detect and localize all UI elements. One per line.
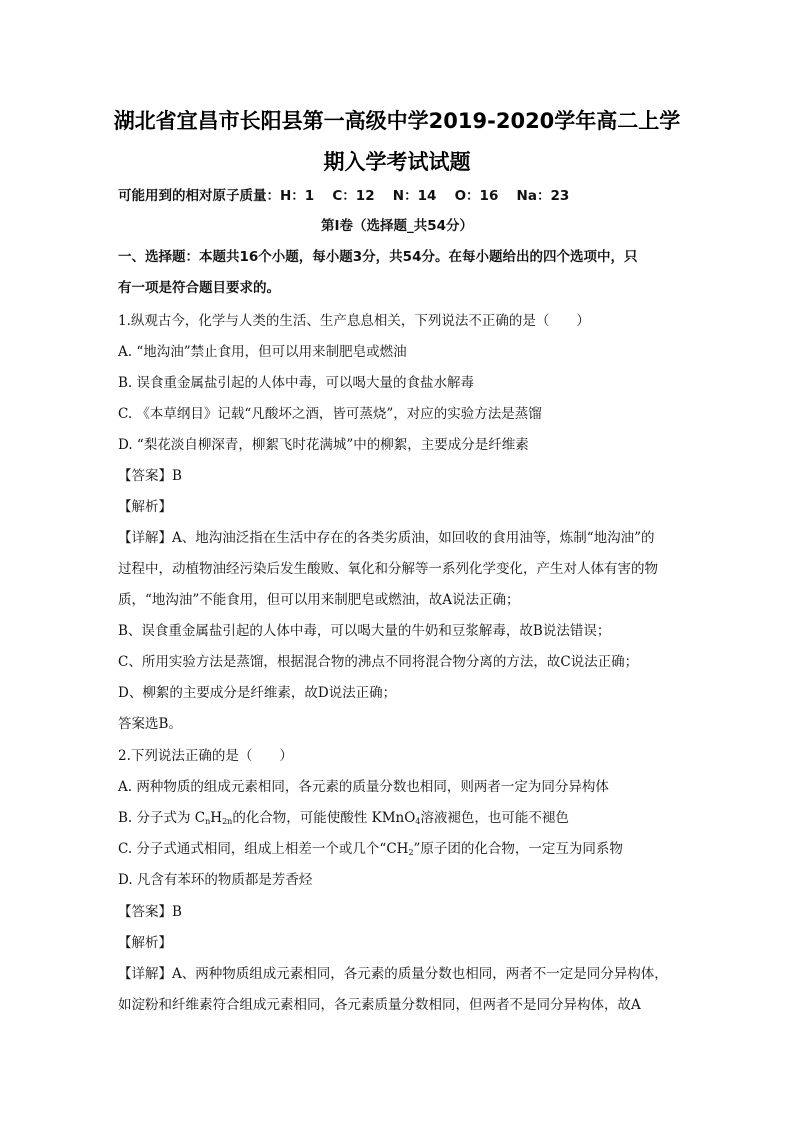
q2-option-b-text: 的化合物，可能使酸性 KMnO — [232, 810, 416, 826]
q1-option-a: A. “地沟油”禁止食用，但可以用来制肥皂或燃油 — [118, 344, 407, 360]
q2-analysis-line: 如淀粉和纤维素符合组成元素相同，各元素质量分数相同，但两者不是同分异构体，故A — [118, 997, 641, 1013]
q1-option-c: C. 《本草纲目》记载“凡酸坏之酒，皆可蒸烧”，对应的实验方法是蒸馏 — [118, 406, 542, 422]
q1-stem: 1.纵观古今，化学与人类的生活、生产息息相关，下列说法不正确的是（ ） — [118, 313, 590, 329]
subscript: 2n — [222, 817, 233, 826]
q2-option-c-text: C. 分子式通式相同，组成上相差一个或几个“CH — [118, 841, 409, 857]
q1-analysis-line: 过程中，动植物油经污染后发生酸败、氧化和分解等一系列化学变化，产生对人体有害的物 — [118, 561, 658, 577]
q2-stem: 2.下列说法正确的是（ ） — [118, 748, 293, 764]
document-title-line-2: 期入学考试试题 — [323, 150, 471, 174]
q2-option-b-text: B. 分子式为 C — [118, 810, 206, 826]
subscript: n — [205, 817, 211, 826]
instructions-line-2: 有一项是符合题目要求的。 — [118, 280, 280, 296]
q1-option-d: D. “梨花淡自柳深青，柳絮飞时花满城”中的柳絮，主要成分是纤维素 — [118, 437, 529, 453]
q2-option-b — [118, 809, 678, 831]
q2-option-a: A. 两种物质的组成元素相同，各元素的质量分数也相同，则两者一定为同分异构体 — [118, 779, 609, 795]
q1-analysis-line: 【详解】A、地沟油泛指在生活中存在的各类劣质油，如回收的食用油等，炼制“地沟油”的 — [118, 530, 655, 546]
q1-option-b: B. 误食重金属盐引起的人体中毒，可以喝大量的食盐水解毒 — [118, 375, 475, 391]
q1-answer: 【答案】B — [118, 468, 182, 484]
q1-answer-summary: 答案选B。 — [118, 716, 182, 732]
q1-analysis-line: C、所用实验方法是蒸馏，根据混合物的沸点不同将混合物分离的方法，故C说法正确； — [118, 654, 639, 670]
q2-option-c — [118, 840, 678, 862]
q2-option-d: D. 凡含有苯环的物质都是芳香烃 — [118, 872, 313, 888]
q1-analysis-line: 质，“地沟油”不能食用，但可以用来制肥皂或燃油，故A说法正确； — [118, 592, 520, 608]
q1-analysis-line: B、误食重金属盐引起的人体中毒，可以喝大量的牛奶和豆浆解毒，故B说法错误； — [118, 623, 611, 639]
instructions-line-1: 一、选择题：本题共16个小题，每小题3分，共54分。在每小题给出的四个选项中，只 — [118, 249, 638, 265]
q2-answer: 【答案】B — [118, 904, 182, 920]
q2-analysis-line: 【详解】A、两种物质组成元素相同，各元素的质量分数也相同，两者不一定是同分异构体， — [118, 966, 668, 982]
subscript: 2 — [408, 848, 414, 857]
q2-option-c-text: ”原子团的化合物，一定互为同系物 — [413, 841, 623, 857]
document-title-line-1: 湖北省宜昌市长阳县第一高级中学2019-2020学年高二上学 — [113, 109, 681, 133]
q2-option-b-text: 溶液褪色，也可能不褪色 — [420, 810, 569, 826]
q1-analysis-label: 【解析】 — [118, 499, 172, 515]
atomic-mass-note: 可能用到的相对原子质量：H：1 C：12 N：14 O：16 Na：23 — [118, 188, 570, 204]
q1-analysis-line: D、柳絮的主要成分是纤维素，故D说法正确； — [118, 685, 397, 701]
q2-analysis-label: 【解析】 — [118, 935, 172, 951]
section-heading: 第Ⅰ卷（选择题_共54分） — [320, 218, 474, 234]
subscript: 4 — [415, 817, 421, 826]
q2-option-b-text: H — [210, 810, 223, 826]
